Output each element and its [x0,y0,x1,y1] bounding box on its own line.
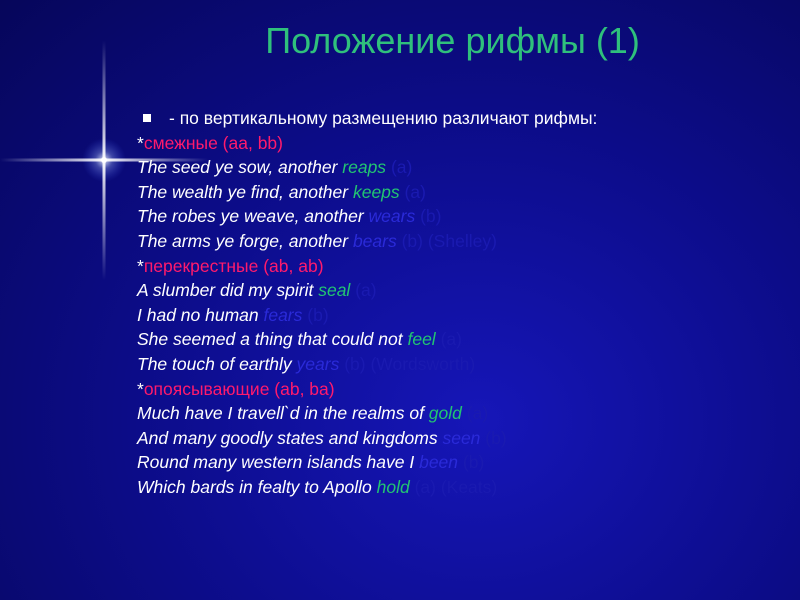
rhyme-scheme-tag: (b) (Shelley) [401,230,497,251]
rhyme-scheme-tag: (b) [307,304,329,325]
poem-line-text: The touch of earthly [137,353,297,374]
poem-line-text: The seed ye sow, another [137,157,343,178]
rhyme-scheme-tag: (a) [466,403,489,424]
intro-text: - по вертикальному размещению различают рифмы: [169,108,598,128]
rhyme-word: seen [442,427,481,448]
rhyme-scheme-tag: (a) [440,329,462,350]
rhyme-scheme-tag: (b) [485,427,507,448]
poem-line-text: A slumber did my spirit [137,280,319,301]
rhyme-word: fears [263,304,303,325]
rhyme-scheme-tag: (a) (Keats) [414,476,498,497]
poem-line-text: She seemed a thing that could not [137,329,408,350]
poem-line-text: The robes ye weave, another [137,206,369,227]
rhyme-scheme-tag: (b) [420,206,442,227]
rhyme-word: keeps [352,181,400,202]
rhyme-word: wears [368,206,416,227]
poem-line [137,426,777,451]
page-title: Положение рифмы (1) [265,20,640,61]
poem-line [137,303,777,328]
bullet-square-icon [143,114,151,122]
rhyme-word: reaps [342,157,387,178]
rhyme-scheme-tag: (b) (Wordsworth) [344,353,476,374]
poem-line [137,450,777,475]
poem-line-text: Much have I travell`d in the realms of [137,403,429,424]
rhyme-scheme-tag: (a) [390,157,413,178]
rhyme-word: seal [318,280,351,301]
rhyme-scheme-tag: (b) [462,452,485,473]
poem-line-text: The arms ye forge, another [137,230,353,251]
rhyme-type-heading [137,131,777,156]
rhyme-word: hold [376,476,410,497]
poem-line [137,155,777,180]
rhyme-scheme-tag: (a) [355,280,377,301]
poem-line [137,229,777,254]
poem-line [137,475,777,500]
poem-line [137,204,777,229]
poem-line [137,401,777,426]
heading-text: перекрестные (ab, ab) [143,255,324,276]
rhyme-word: gold [428,403,462,424]
poem-line [137,327,777,352]
rhyme-word: feel [407,329,436,350]
rhyme-type-heading [137,254,777,279]
rhyme-word: years [296,353,340,374]
poem-line [137,352,777,377]
intro-line [137,106,777,131]
heading-asterisk: * [137,132,144,153]
rhyme-word: been [419,452,459,473]
poem-line-text: Round many western islands have I [137,452,420,473]
heading-text: опоясывающие (ab, ba) [143,378,335,399]
heading-asterisk: * [137,255,144,276]
poem-line-text: I had no human [137,304,264,325]
poem-line-text: Which bards in fealty to Apollo [137,476,377,497]
poem-line [137,180,777,205]
poem-line-text: And many goodly states and kingdoms [137,427,443,448]
rhyme-word: bears [352,230,397,251]
rhyme-scheme-tag: (a) [404,181,426,202]
slide-content [137,106,777,500]
heading-asterisk: * [137,378,144,399]
rhyme-type-heading [137,377,777,402]
poem-line [137,278,777,303]
heading-text: смежные (аа, bb) [143,132,283,153]
poem-line-text: The wealth ye find, another [137,181,353,202]
